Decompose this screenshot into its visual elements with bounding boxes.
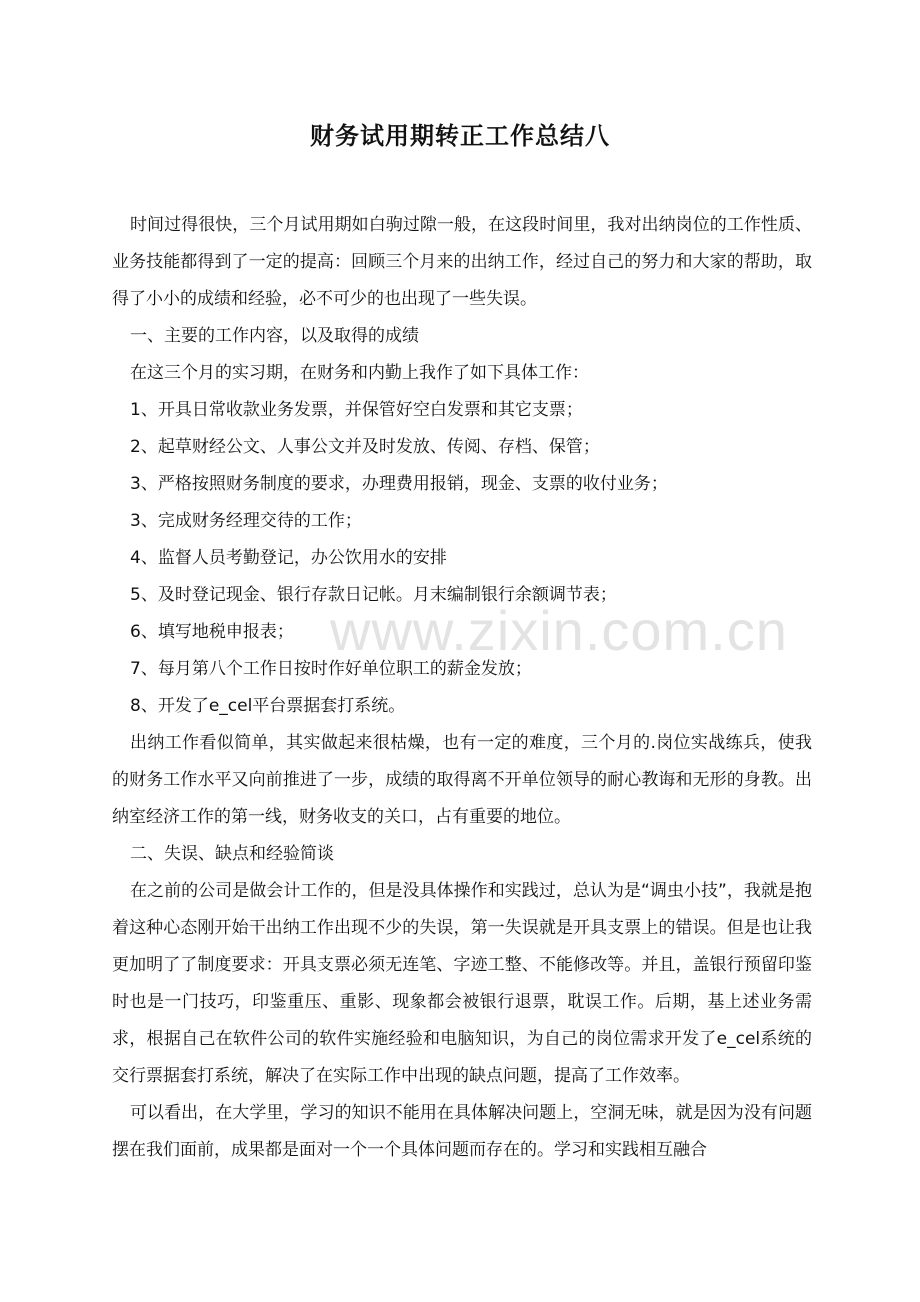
list-item: 5、及时登记现金、银行存款日记帐。月末编制银行余额调节表； [130,585,617,605]
paragraph: 在这三个月的实习期，在财务和内勤上我作了如下具体工作： [130,363,589,383]
list-item: 4、监督人员考勤登记，办公饮用水的安排 [130,548,447,568]
list-item: 3、完成财务经理交待的工作； [130,511,362,531]
paragraph: 可以看出，在大学里，学习的知识不能用在具体解决问题上，空洞无味，就是因为没有问题摆在我们面前，成果都是面对一个一个具体问题而存在的。学习和实践相互融合 [112,1103,812,1160]
list-item: 2、起草财经公文、人事公文并及时发放、传阅、存档、保管； [130,437,600,457]
list-item: 8、开发了e_cel平台票据套打系统。 [130,696,406,716]
section-heading: 一、主要的工作内容，以及取得的成绩 [130,326,419,346]
section-heading: 二、失误、缺点和经验简谈 [130,844,334,864]
paragraph: 在之前的公司是做会计工作的，但是没具体操作和实践过，总认为是“调虫小技”，我就是抱着这种心态刚开始干出纳工作出现不少的失误，第一失误就是开具支票上的错误。但是也让我更加明了了制度要求：开具支票必须无连笔、字迹工整、不能修改等。并且，盖银行预留印鉴时也是一门技巧，印鉴重压、重影、现象都会被银行退票，耽误工作。后期，基上述业务需求，根据自己在软件公司的软件实施经验和电脑知识，为自己的岗位需求开发了e_cel系统的交行票据套打系统，解决了在实际工作中出现的缺点问题，提高了工作效率。 [112,881,812,1086]
list-item: 6、填写地税申报表； [130,622,294,642]
list-item: 7、每月第八个工作日按时作好单位职工的薪金发放； [130,659,532,679]
document-body [112,207,812,1169]
list-item: 1、开具日常收款业务发票，并保管好空白发票和其它支票； [130,400,583,420]
paragraph: 出纳工作看似简单，其实做起来很枯燥，也有一定的难度，三个月的.岗位实战练兵，使我的财务工作水平又向前推进了一步，成绩的取得离不开单位领导的耐心教诲和无形的身教。出纳室经济工作的第一线，财务收支的关口，占有重要的地位。 [112,733,812,827]
watermark: www.zixin.com.cn [330,599,788,662]
document-title: 财务试用期转正工作总结八 [310,122,610,150]
list-item: 3、严格按照财务制度的要求，办理费用报销，现金、支票的收付业务； [130,474,668,494]
paragraph: 时间过得很快，三个月试用期如白驹过隙一般，在这段时间里，我对出纳岗位的工作性质、业务技能都得到了一定的提高：回顾三个月来的出纳工作，经过自己的努力和大家的帮助，取得了小小的成绩和经验，必不可少的也出现了一些失误。 [112,215,812,309]
